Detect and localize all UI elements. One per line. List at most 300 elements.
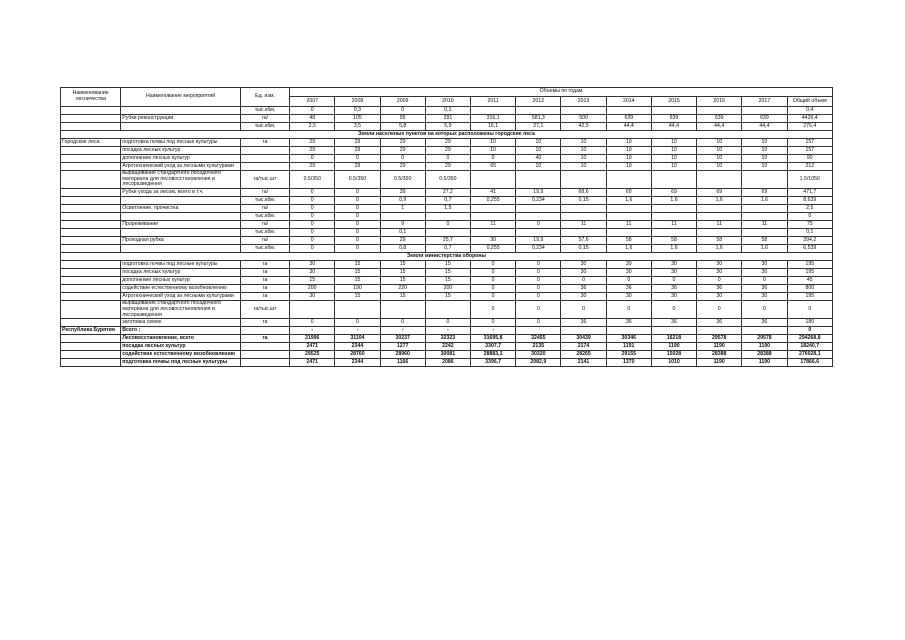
value-cell: [561, 205, 606, 213]
forestry-cell: [61, 261, 121, 269]
value-cell: 30: [606, 293, 651, 301]
value-cell: 30: [651, 293, 696, 301]
header-forestry: Наименование лесничества: [61, 88, 121, 107]
value-cell: 11: [742, 221, 787, 229]
value-cell: 10: [651, 139, 696, 147]
value-cell: 0: [335, 189, 380, 197]
value-cell: 0,7: [425, 197, 470, 205]
unit-cell: га: [240, 293, 289, 301]
value-cell: 0: [335, 213, 380, 221]
value-cell: 15: [335, 293, 380, 301]
table-row: [61, 351, 833, 359]
value-cell: 0,1: [380, 229, 425, 237]
header-year: 2007: [290, 97, 335, 107]
unit-cell: га/: [240, 221, 289, 229]
total-cell: 180: [787, 319, 832, 327]
value-cell: 3,5: [335, 123, 380, 131]
value-cell: [606, 171, 651, 189]
value-cell: 1190: [697, 359, 742, 367]
total-cell: 90: [787, 155, 832, 163]
value-cell: 2471: [290, 343, 335, 351]
value-cell: 30: [290, 293, 335, 301]
value-cell: 29: [290, 147, 335, 155]
measure-name: [121, 213, 241, 221]
forestry-cell: [61, 115, 121, 123]
value-cell: 30439: [561, 335, 606, 343]
value-cell: 0: [290, 205, 335, 213]
header-measure: Наименование мероприятий: [121, 88, 241, 107]
header-year: 2014: [606, 97, 651, 107]
value-cell: 42,5: [561, 123, 606, 131]
measure-name: Осветление, прочистка: [121, 205, 241, 213]
value-cell: 16218: [651, 335, 696, 343]
table-row: [61, 171, 833, 189]
value-cell: 58: [606, 237, 651, 245]
total-cell: 157: [787, 139, 832, 147]
value-cell: 0: [516, 261, 561, 269]
value-cell: 0: [425, 221, 470, 229]
total-cell: 212: [787, 163, 832, 171]
table-row: [61, 163, 833, 171]
value-cell: 15: [380, 277, 425, 285]
value-cell: -: [335, 327, 380, 335]
value-cell: 291: [425, 115, 470, 123]
value-cell: 11: [697, 221, 742, 229]
value-cell: 10: [606, 147, 651, 155]
forestry-cell: Городские леса: [61, 139, 121, 147]
value-cell: [425, 229, 470, 237]
measure-name: Всего :: [121, 327, 241, 335]
table-row: [61, 123, 833, 131]
value-cell: 27,1: [516, 123, 561, 131]
value-cell: 0: [335, 155, 380, 163]
measure-name: выращивание стандартного посадочного материала для лесовосстановления и лесоразведения: [121, 171, 241, 189]
value-cell: 0: [471, 301, 516, 319]
value-cell: 10: [561, 163, 606, 171]
forestry-cell: [61, 293, 121, 301]
value-cell: 0: [471, 293, 516, 301]
value-cell: 0,234: [516, 245, 561, 253]
value-cell: [651, 205, 696, 213]
value-cell: 0.5/350: [380, 171, 425, 189]
unit-cell: тыс.кбм.: [240, 123, 289, 131]
table-row: [61, 335, 833, 343]
value-cell: 0: [471, 285, 516, 293]
value-cell: 0: [471, 277, 516, 285]
header-year: 2012: [516, 97, 561, 107]
value-cell: 58: [651, 237, 696, 245]
forestry-cell: [61, 213, 121, 221]
unit-cell: га/: [240, 189, 289, 197]
value-cell: [651, 229, 696, 237]
measure-name: Агротехнический уход за лесными культурами: [121, 293, 241, 301]
value-cell: 29: [425, 147, 470, 155]
table-row: [61, 197, 833, 205]
value-cell: 190: [335, 285, 380, 293]
value-cell: 0: [516, 277, 561, 285]
value-cell: 10: [561, 155, 606, 163]
value-cell: 30: [697, 293, 742, 301]
value-cell: [516, 107, 561, 115]
table-row: [61, 293, 833, 301]
unit-cell: [240, 351, 289, 359]
value-cell: 36: [697, 285, 742, 293]
total-cell: 800: [787, 285, 832, 293]
total-cell: 276,4: [787, 123, 832, 131]
measure-name: Прореживание: [121, 221, 241, 229]
value-cell: 10: [742, 155, 787, 163]
value-cell: 29155: [606, 351, 651, 359]
unit-cell: тыс.кбм.: [240, 197, 289, 205]
total-cell: 45: [787, 277, 832, 285]
section-title: Земли населеных пунктов на которых расположены городские леса: [61, 131, 833, 139]
value-cell: 36: [606, 285, 651, 293]
unit-cell: га: [240, 139, 289, 147]
value-cell: 0,3: [335, 107, 380, 115]
value-cell: 1: [380, 205, 425, 213]
section-row: [61, 253, 833, 261]
value-cell: [697, 229, 742, 237]
value-cell: 28883,1: [471, 351, 516, 359]
value-cell: 2174: [561, 343, 606, 351]
value-cell: 29525: [290, 351, 335, 359]
value-cell: 44,4: [606, 123, 651, 131]
value-cell: 0,255: [471, 245, 516, 253]
value-cell: 1,6: [697, 245, 742, 253]
value-cell: 30081: [425, 351, 470, 359]
value-cell: 30: [742, 269, 787, 277]
value-cell: 0: [516, 319, 561, 327]
value-cell: 41: [471, 189, 516, 197]
value-cell: [425, 301, 470, 319]
measure-name: Лесовосстановление, всего: [121, 335, 241, 343]
total-cell: 17866,6: [787, 359, 832, 367]
value-cell: 44,4: [742, 123, 787, 131]
measure-name: [121, 123, 241, 131]
value-cell: [742, 171, 787, 189]
value-cell: [697, 107, 742, 115]
value-cell: 10: [697, 139, 742, 147]
value-cell: 0: [471, 269, 516, 277]
value-cell: 10: [471, 139, 516, 147]
table-row: [61, 115, 833, 123]
table-row: [61, 319, 833, 327]
value-cell: 30: [606, 261, 651, 269]
forestry-cell: [61, 319, 121, 327]
total-cell: 0,1: [787, 229, 832, 237]
measure-name: подготовка почвы под лесные культуры: [121, 359, 241, 367]
value-cell: 30: [697, 261, 742, 269]
value-cell: 10: [742, 163, 787, 171]
value-cell: 27,2: [425, 189, 470, 197]
value-cell: 30: [606, 269, 651, 277]
value-cell: 30346: [606, 335, 651, 343]
unit-cell: га: [240, 319, 289, 327]
measure-name: заготовка семян: [121, 319, 241, 327]
value-cell: 95: [380, 115, 425, 123]
value-cell: 0: [335, 319, 380, 327]
total-cell: 0: [787, 327, 832, 335]
value-cell: 0: [561, 301, 606, 319]
table-row: [61, 213, 833, 221]
total-cell: 75: [787, 221, 832, 229]
total-cell: 8,639: [787, 197, 832, 205]
forestry-cell: [61, 301, 121, 319]
value-cell: 29: [290, 163, 335, 171]
value-cell: 0: [380, 107, 425, 115]
unit-cell: га/: [240, 115, 289, 123]
value-cell: 16,1: [471, 123, 516, 131]
value-cell: 11: [606, 221, 651, 229]
forestry-cell: [61, 147, 121, 155]
forestry-cell: [61, 155, 121, 163]
total-cell: 394,2: [787, 237, 832, 245]
value-cell: 10: [516, 163, 561, 171]
value-cell: 30: [742, 293, 787, 301]
measure-name: Проходная рубка: [121, 237, 241, 245]
value-cell: 0,1: [425, 107, 470, 115]
table-row: [61, 269, 833, 277]
value-cell: 1,6: [606, 245, 651, 253]
unit-cell: га: [240, 261, 289, 269]
value-cell: 0: [380, 155, 425, 163]
value-cell: [425, 213, 470, 221]
value-cell: 0: [471, 261, 516, 269]
value-cell: [742, 327, 787, 335]
value-cell: [516, 205, 561, 213]
value-cell: 68,6: [561, 189, 606, 197]
value-cell: 19,9: [516, 237, 561, 245]
value-cell: [380, 301, 425, 319]
unit-cell: га/тыс.шт: [240, 301, 289, 319]
value-cell: [516, 229, 561, 237]
total-cell: 4426,4: [787, 115, 832, 123]
value-cell: 15: [380, 261, 425, 269]
value-cell: 0: [290, 245, 335, 253]
header-year: 2017: [742, 97, 787, 107]
value-cell: 0: [697, 277, 742, 285]
value-cell: 2,5: [290, 123, 335, 131]
forestry-cell: Республика Бурятия: [61, 327, 121, 335]
forestry-cell: [61, 237, 121, 245]
forestry-cell: [61, 343, 121, 351]
value-cell: 15: [335, 269, 380, 277]
unit-cell: [240, 163, 289, 171]
total-cell: 195: [787, 261, 832, 269]
value-cell: 5,9: [425, 123, 470, 131]
value-cell: 2141: [561, 359, 606, 367]
value-cell: 30: [651, 269, 696, 277]
value-cell: 0: [471, 319, 516, 327]
value-cell: 0: [516, 293, 561, 301]
value-cell: 0: [606, 301, 651, 319]
header-year: 2009: [380, 97, 425, 107]
value-cell: 11: [651, 221, 696, 229]
value-cell: 10: [561, 139, 606, 147]
value-cell: 0: [742, 277, 787, 285]
value-cell: 29: [380, 139, 425, 147]
value-cell: 28960: [380, 351, 425, 359]
forestry-cell: [61, 351, 121, 359]
value-cell: [516, 171, 561, 189]
value-cell: 30: [742, 261, 787, 269]
value-cell: 32323: [425, 335, 470, 343]
value-cell: 29: [425, 139, 470, 147]
forestry-cell: [61, 171, 121, 189]
value-cell: 36: [606, 319, 651, 327]
header-year: 2013: [561, 97, 606, 107]
value-cell: 0: [290, 197, 335, 205]
value-cell: 200: [425, 285, 470, 293]
value-cell: 29: [335, 147, 380, 155]
unit-cell: га/: [240, 205, 289, 213]
unit-cell: [240, 147, 289, 155]
forestry-cell: [61, 163, 121, 171]
value-cell: [561, 107, 606, 115]
value-cell: 3307,7: [471, 343, 516, 351]
unit-cell: [240, 343, 289, 351]
value-cell: 0,15: [561, 245, 606, 253]
value-cell: 0: [335, 237, 380, 245]
value-cell: 29: [380, 237, 425, 245]
table-row: [61, 359, 833, 367]
value-cell: 0: [606, 277, 651, 285]
value-cell: 29578: [742, 335, 787, 343]
unit-cell: [240, 359, 289, 367]
value-cell: 0: [651, 277, 696, 285]
value-cell: 69: [651, 189, 696, 197]
value-cell: 0,7: [425, 245, 470, 253]
header-volumes: Объемы по годам: [290, 88, 833, 97]
value-cell: [606, 229, 651, 237]
unit-cell: га: [240, 285, 289, 293]
value-cell: 220: [380, 285, 425, 293]
value-cell: 1370: [606, 359, 651, 367]
table-row: [61, 285, 833, 293]
total-cell: 0,4: [787, 107, 832, 115]
value-cell: 28265: [561, 351, 606, 359]
value-cell: 1190: [742, 343, 787, 351]
value-cell: 2344: [335, 343, 380, 351]
value-cell: 15: [335, 261, 380, 269]
unit-cell: [240, 155, 289, 163]
measure-name: Рубки ухода за лесом, всего в т.ч.: [121, 189, 241, 197]
value-cell: [471, 205, 516, 213]
value-cell: 0: [290, 229, 335, 237]
value-cell: 0: [290, 155, 335, 163]
value-cell: 0: [335, 197, 380, 205]
value-cell: 36: [697, 319, 742, 327]
table-row: [61, 327, 833, 335]
value-cell: 0: [335, 229, 380, 237]
value-cell: 1,6: [651, 197, 696, 205]
total-cell: 2,5: [787, 205, 832, 213]
section-row: [61, 131, 833, 139]
measure-name: [121, 107, 241, 115]
value-cell: 30: [561, 261, 606, 269]
value-cell: 1191: [606, 343, 651, 351]
value-cell: [335, 301, 380, 319]
table-row: [61, 147, 833, 155]
value-cell: 0: [380, 319, 425, 327]
value-cell: 30: [561, 269, 606, 277]
unit-cell: тыс.кбм.: [240, 213, 289, 221]
value-cell: 15: [425, 277, 470, 285]
header-year: 2008: [335, 97, 380, 107]
value-cell: 31996: [290, 335, 335, 343]
value-cell: 639: [742, 115, 787, 123]
value-cell: [742, 107, 787, 115]
value-cell: [651, 213, 696, 221]
value-cell: 30: [651, 261, 696, 269]
total-cell: 294268,8: [787, 335, 832, 343]
total-cell: 276028,1: [787, 351, 832, 359]
value-cell: 1,6: [697, 197, 742, 205]
value-cell: 2471: [290, 359, 335, 367]
header-year: 2010: [425, 97, 470, 107]
value-cell: [290, 301, 335, 319]
value-cell: 639: [606, 115, 651, 123]
value-cell: [516, 213, 561, 221]
value-cell: 0: [516, 269, 561, 277]
value-cell: [516, 327, 561, 335]
value-cell: 0: [651, 301, 696, 319]
value-cell: 10: [516, 147, 561, 155]
value-cell: 25,7: [425, 237, 470, 245]
value-cell: 48: [290, 115, 335, 123]
unit-cell: тыс.кбм.: [240, 245, 289, 253]
measure-name: посадка лесных культур: [121, 147, 241, 155]
value-cell: 0.5/350: [290, 171, 335, 189]
unit-cell: тыс.кбм.: [240, 107, 289, 115]
forestry-cell: [61, 197, 121, 205]
total-cell: 157: [787, 147, 832, 155]
value-cell: 29: [380, 147, 425, 155]
value-cell: [651, 171, 696, 189]
value-cell: [471, 107, 516, 115]
header-unit: Ед. изм.: [240, 88, 289, 107]
value-cell: 29: [335, 163, 380, 171]
value-cell: 40: [516, 155, 561, 163]
measure-name: [121, 197, 241, 205]
table-row: [61, 229, 833, 237]
value-cell: 0: [425, 155, 470, 163]
table-row: [61, 221, 833, 229]
table-row: [61, 301, 833, 319]
measure-name: содействие естественному возобновлению: [121, 351, 241, 359]
value-cell: [606, 213, 651, 221]
value-cell: 44,4: [651, 123, 696, 131]
measure-name: подготовка почвы под лесные культуры: [121, 139, 241, 147]
value-cell: 10: [697, 147, 742, 155]
measure-name: выращивание стандартного посадочного материала для лесовосстановления и лесоразведения: [121, 301, 241, 319]
value-cell: 10: [742, 139, 787, 147]
value-cell: 316,1: [471, 115, 516, 123]
table-row: [61, 277, 833, 285]
value-cell: 2135: [516, 343, 561, 351]
value-cell: 15: [425, 293, 470, 301]
value-cell: 31104: [335, 335, 380, 343]
value-cell: 0,9: [380, 197, 425, 205]
value-cell: [697, 171, 742, 189]
value-cell: 1,6: [742, 245, 787, 253]
value-cell: [471, 171, 516, 189]
value-cell: [606, 205, 651, 213]
value-cell: 10: [561, 147, 606, 155]
table-row: [61, 343, 833, 351]
forestry-cell: [61, 205, 121, 213]
value-cell: 0: [335, 245, 380, 253]
